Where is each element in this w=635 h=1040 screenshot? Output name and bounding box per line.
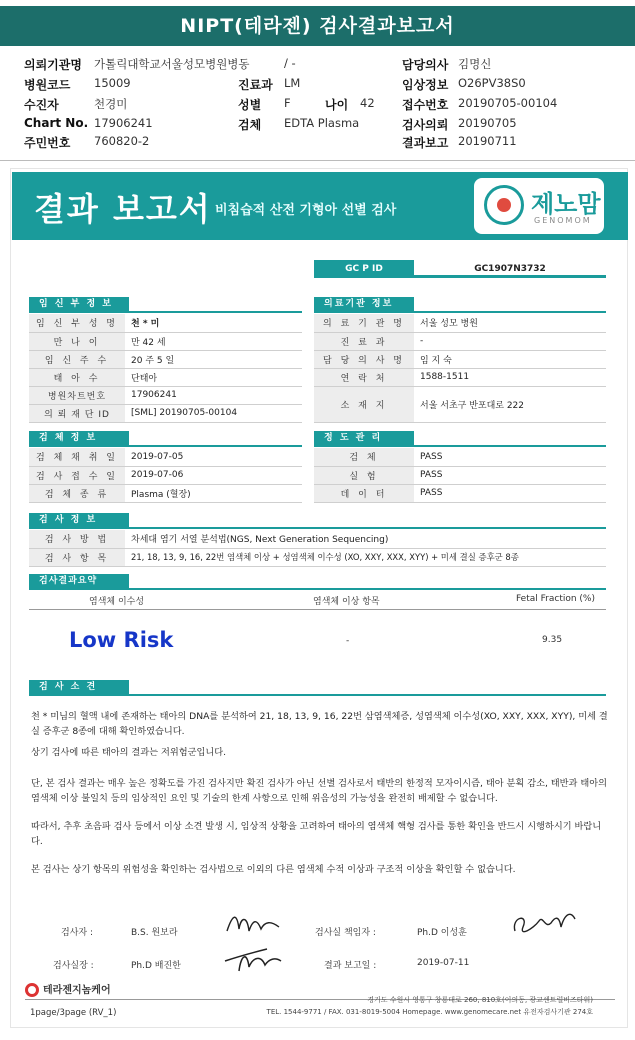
row-key: 소 재 지 [314,386,414,422]
section-header-specimen: 검 체 정 보 [29,431,129,445]
field-label: 의뢰기관명 [24,58,82,72]
field-value: 20190705-00104 [458,96,558,110]
row-value: 단태아 [125,368,302,386]
field-value: 김명신 [458,57,492,71]
findings-paragraph: 따라서, 추후 초음파 검사 등에서 이상 소견 발생 시, 임상적 상황을 고려하여 태아의 염색체 핵형 검사를 통한 확인을 반드시 시행하시기 바랍니다. [31,821,602,847]
field-label: 병원코드 [24,78,71,92]
section-rule [29,527,606,529]
section-rule [29,694,606,696]
row-value: 17906241 [125,386,302,404]
banner-title: 결과 보고서 [34,190,212,228]
field-label: 검사의뢰 [402,118,449,132]
report-date-value: 2019-07-11 [417,958,470,968]
banner-subtitle: 비침습적 산전 기형아 선별 검사 [215,203,397,218]
table-row [314,466,606,484]
mother-baby-icon [484,185,524,225]
field-value: 42 [360,96,375,110]
result-col-aneuploidy: 염색체 이수성 [89,597,145,607]
result-col-abnormality: 염색체 이상 항목 [313,597,380,607]
lab-head-name: Ph.D 이성훈 [417,928,467,938]
page-number: 1page/3page (RV_1) [30,1008,117,1018]
findings-paragraph: 단, 본 검사 결과는 매우 높은 정확도를 가진 검사지만 확진 검사가 아닌 선별 검사로서 태반의 한정적 모자이시즘, 태아 분획 감소, 태반과 태아의 염색체 이상 불일치 등의 임상적인 요인 및 기술의 한계 사항으로 인해 위음성의 가능성을 완전히 배제할 수 없습니다. [31,778,607,804]
table-row [29,484,302,502]
field-label: Chart No. [24,116,89,130]
row-key: 검 체 종 류 [29,484,125,502]
field-label: 수진자 [24,98,59,112]
pregnant-info-table [29,314,302,423]
row-value: PASS [414,484,606,502]
field-value: F [284,96,291,110]
section-rule [29,445,302,447]
company-name: 테라젠지놈케어 [43,985,111,996]
field-label: 담당의사 [402,58,449,72]
section-header-qc: 정 도 관 리 [314,431,414,445]
field-label: 성별 [238,98,262,112]
findings-paragraph: 상기 검사에 따른 태아의 결과는 저위험군입니다. [31,747,227,758]
field-value: 17906241 [94,116,153,130]
field-label: 접수번호 [402,98,449,112]
row-key: 임 신 부 성 명 [29,314,125,332]
section-header-institution: 의료기관 정보 [314,297,414,311]
tester-signature [223,909,283,939]
row-value: 2019-07-05 [125,448,302,466]
table-row [29,332,302,350]
table-row [29,368,302,386]
table-row [29,548,606,566]
row-value: PASS [414,448,606,466]
table-row [29,466,302,484]
table-row [29,314,302,332]
fetal-fraction-value: 9.35 [542,635,563,645]
report-title: NIPT(테라젠) 검사결과보고서 [0,6,635,46]
field-value: / - [284,56,296,70]
row-key: 실 험 [314,466,414,484]
risk-result: Low Risk [69,628,174,652]
row-key: 검 사 접 수 일 [29,466,125,484]
row-value: 차세대 염기 서열 분석법(NGS, Next Generation Sequencing) [125,530,606,548]
field-label: 결과보고 [402,136,449,150]
field-value: LM [284,76,301,90]
gcp-id-bar [314,260,606,278]
lab-head-signature [509,907,579,941]
table-row [29,404,302,422]
table-row [314,484,606,502]
row-value: 1588-1511 [414,368,606,386]
section-header-pregnant: 임 신 부 정 보 [29,297,129,311]
row-key: 검 체 채 취 일 [29,448,125,466]
row-value: Plasma (혈장) [125,484,302,502]
table-row [314,448,606,466]
row-key: 연 락 처 [314,368,414,386]
section-header-test: 검 사 정 보 [29,513,129,527]
header-divider [0,160,635,161]
section-header-findings: 검 사 소 견 [29,680,129,694]
patient-info-header [0,52,635,152]
row-value: 임 지 숙 [414,350,606,368]
tester-label: 검사자 : [61,928,93,938]
field-value: EDTA Plasma [284,116,360,130]
table-row [314,332,606,350]
row-key: 병원차트번호 [29,386,125,404]
row-value: 21, 18, 13, 9, 16, 22번 염색체 이상 + 성염색체 이수성 (XO, XXY, XXX, XYY) + 미세 결실 증후군 8종 [125,548,606,566]
row-value: 2019-07-06 [125,466,302,484]
field-value: 가톨릭대학교서울성모병원병동 [94,57,250,71]
field-label: 진료과 [238,78,273,92]
result-head-rule [29,609,606,610]
row-key: 만 나 이 [29,332,125,350]
field-label: 주민번호 [24,136,71,150]
director-signature [221,941,285,975]
lab-head-label: 검사실 책임자 : [315,928,376,938]
row-value: [SML] 20190705-00104 [125,404,302,422]
field-label: 나이 [325,98,349,112]
director-label: 검사실장 : [53,961,94,971]
specimen-info-table [29,448,302,503]
section-rule [314,311,606,313]
theragen-logo [25,981,111,997]
tester-name: B.S. 원보라 [131,928,178,938]
director-name: Ph.D 배진한 [131,961,181,971]
section-rule [314,445,606,447]
table-row [29,448,302,466]
section-rule [29,588,606,590]
field-value: O26PV38S0 [458,76,526,90]
row-value: 천 * 미 [125,314,302,332]
logo-subtext: GENOMOM [534,216,592,225]
table-row [29,350,302,368]
footer-contact: TEL. 1544-9771 / FAX. 031-8019-5004 Homepage. www.genomecare.net 유전자검사기관 274호 [266,1008,593,1016]
genomom-logo [474,178,604,234]
theragen-logo-icon [25,983,39,997]
row-key: 의 료 기 관 명 [314,314,414,332]
report-date-label: 결과 보고일 : [324,961,377,971]
row-value: 만 42 세 [125,332,302,350]
row-key: 태 아 수 [29,368,125,386]
institution-info-table [314,314,606,423]
report-document [10,168,628,1028]
row-key: 의 뢰 재 단 ID [29,404,125,422]
qc-table [314,448,606,503]
report-banner [12,172,628,240]
row-value: 서울 성모 병원 [414,314,606,332]
abnormality-value: - [346,636,350,646]
field-label: 검체 [238,118,262,132]
row-key: 검 사 항 목 [29,548,125,566]
row-value: 20 주 5 일 [125,350,302,368]
table-row [29,386,302,404]
field-value: 20190711 [458,134,517,148]
table-row [314,314,606,332]
row-key: 담 당 의 사 명 [314,350,414,368]
footer-address: 경기도 수원시 영통구 창룡대로 260, 810호(이의동, 광교센트럴비즈타워) [367,996,593,1004]
gcp-id-label: GC P ID [314,260,414,278]
row-value: - [414,332,606,350]
row-key: 검 체 [314,448,414,466]
field-value: 20190705 [458,116,517,130]
row-key: 임 신 주 수 [29,350,125,368]
field-value: 천경미 [94,97,128,111]
table-row [314,386,606,422]
findings-paragraph: 천 * 미님의 혈액 내에 존재하는 태아의 DNA를 분석하여 21, 18, 13, 9, 16, 22번 삼염색체증, 성염색체 이수성(XO, XXY, XXX, XYY), 미세 결실 증후군 8종에 대해 확인하였습니다. [31,711,608,737]
row-value: 서울 서초구 반포대로 222 [414,386,606,422]
table-row [29,530,606,548]
logo-text: 제노맘 [531,190,601,218]
section-rule [29,311,302,313]
field-value: 760820-2 [94,134,150,148]
row-value: PASS [414,466,606,484]
row-key: 진 료 과 [314,332,414,350]
result-col-fetal-fraction: Fetal Fraction (%) [516,594,595,604]
table-row [314,368,606,386]
section-header-result: 검사결과요약 [29,574,129,588]
table-row [314,350,606,368]
findings-paragraph: 본 검사는 상기 항목의 위험성을 확인하는 검사법으로 이외의 다른 염색체 수적 이상과 구조적 이상을 확인할 수 없습니다. [31,864,516,875]
row-key: 데 이 터 [314,484,414,502]
field-value: 15009 [94,76,131,90]
gcp-id-value: GC1907N3732 [414,260,606,278]
row-key: 검 사 방 법 [29,530,125,548]
test-info-table [29,530,606,567]
field-label: 임상정보 [402,78,449,92]
